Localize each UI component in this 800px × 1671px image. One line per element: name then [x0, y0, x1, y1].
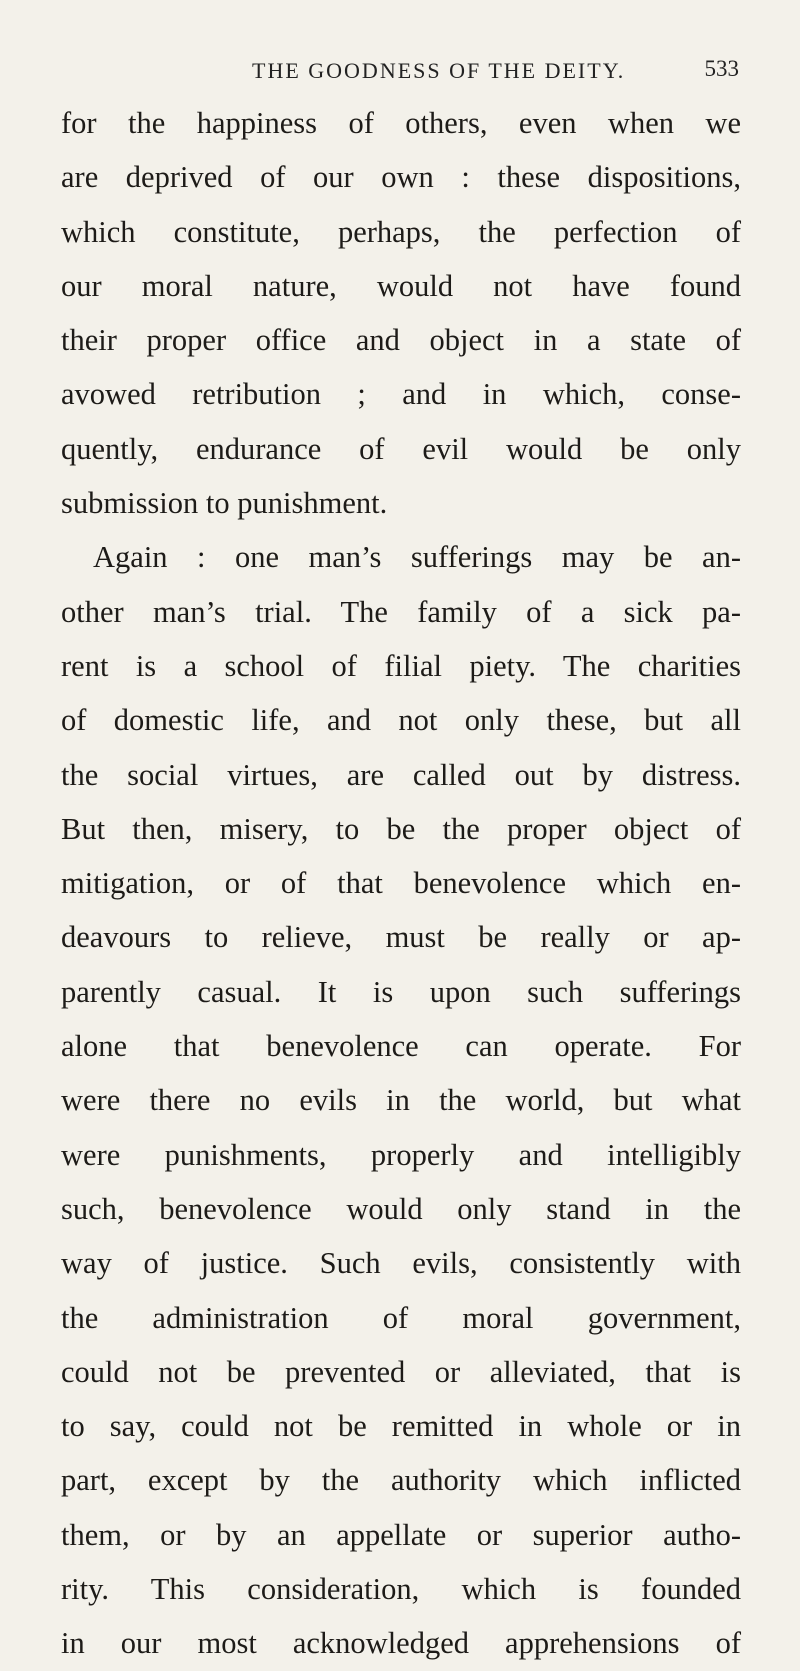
text-line: are deprived of our own : these dispositions,	[61, 160, 741, 195]
text-line: alone that benevolence can operate. For	[61, 1029, 741, 1064]
text-line: could not be prevented or alleviated, that is	[61, 1354, 741, 1389]
text-line: parently casual. It is upon such sufferings	[61, 974, 741, 1009]
text-line: were there no evils in the world, but what	[61, 1083, 741, 1118]
text-line: way of justice. Such evils, consistently with	[61, 1246, 741, 1281]
text-line: quently, endurance of evil would be only	[61, 431, 741, 466]
text-line: their proper office and object in a state of	[61, 323, 741, 358]
text-line: were punishments, properly and intelligibly	[61, 1137, 741, 1172]
text-line: mitigation, or of that benevolence which en-	[61, 866, 741, 901]
text-line: such, benevolence would only stand in the	[61, 1191, 741, 1226]
text-line: rent is a school of filial piety. The charities	[61, 648, 741, 683]
text-line: the social virtues, are called out by distress.	[61, 757, 741, 792]
running-title: THE GOODNESS OF THE DEITY.	[252, 58, 626, 83]
paragraph-start-line: Again : one man’s sufferings may be an-	[93, 540, 741, 575]
text-line: which constitute, perhaps, the perfection of	[61, 214, 741, 249]
text-line: to say, could not be remitted in whole or in	[61, 1409, 741, 1444]
text-line: But then, misery, to be the proper object of	[61, 811, 741, 846]
paragraph-end-line: submission to punishment.	[61, 486, 388, 521]
text-line: other man’s trial. The family of a sick pa-	[61, 594, 741, 629]
text-line: rity. This consideration, which is founded	[61, 1572, 741, 1607]
text-line: of domestic life, and not only these, but all	[61, 703, 741, 738]
text-line: in our most acknowledged apprehensions of	[61, 1626, 741, 1661]
text-line: for the happiness of others, even when we	[61, 106, 741, 140]
text-line: our moral nature, would not have found	[61, 268, 741, 303]
text-line: part, except by the authority which inflicted	[61, 1463, 741, 1498]
page-number: 533	[704, 56, 739, 81]
text-line: deavours to relieve, must be really or ap-	[61, 920, 741, 955]
body-text	[61, 96, 741, 1671]
text-line: avowed retribution ; and in which, conse-	[61, 377, 741, 412]
text-line: them, or by an appellate or superior autho-	[61, 1517, 741, 1552]
text-line: the administration of moral government,	[61, 1300, 741, 1335]
